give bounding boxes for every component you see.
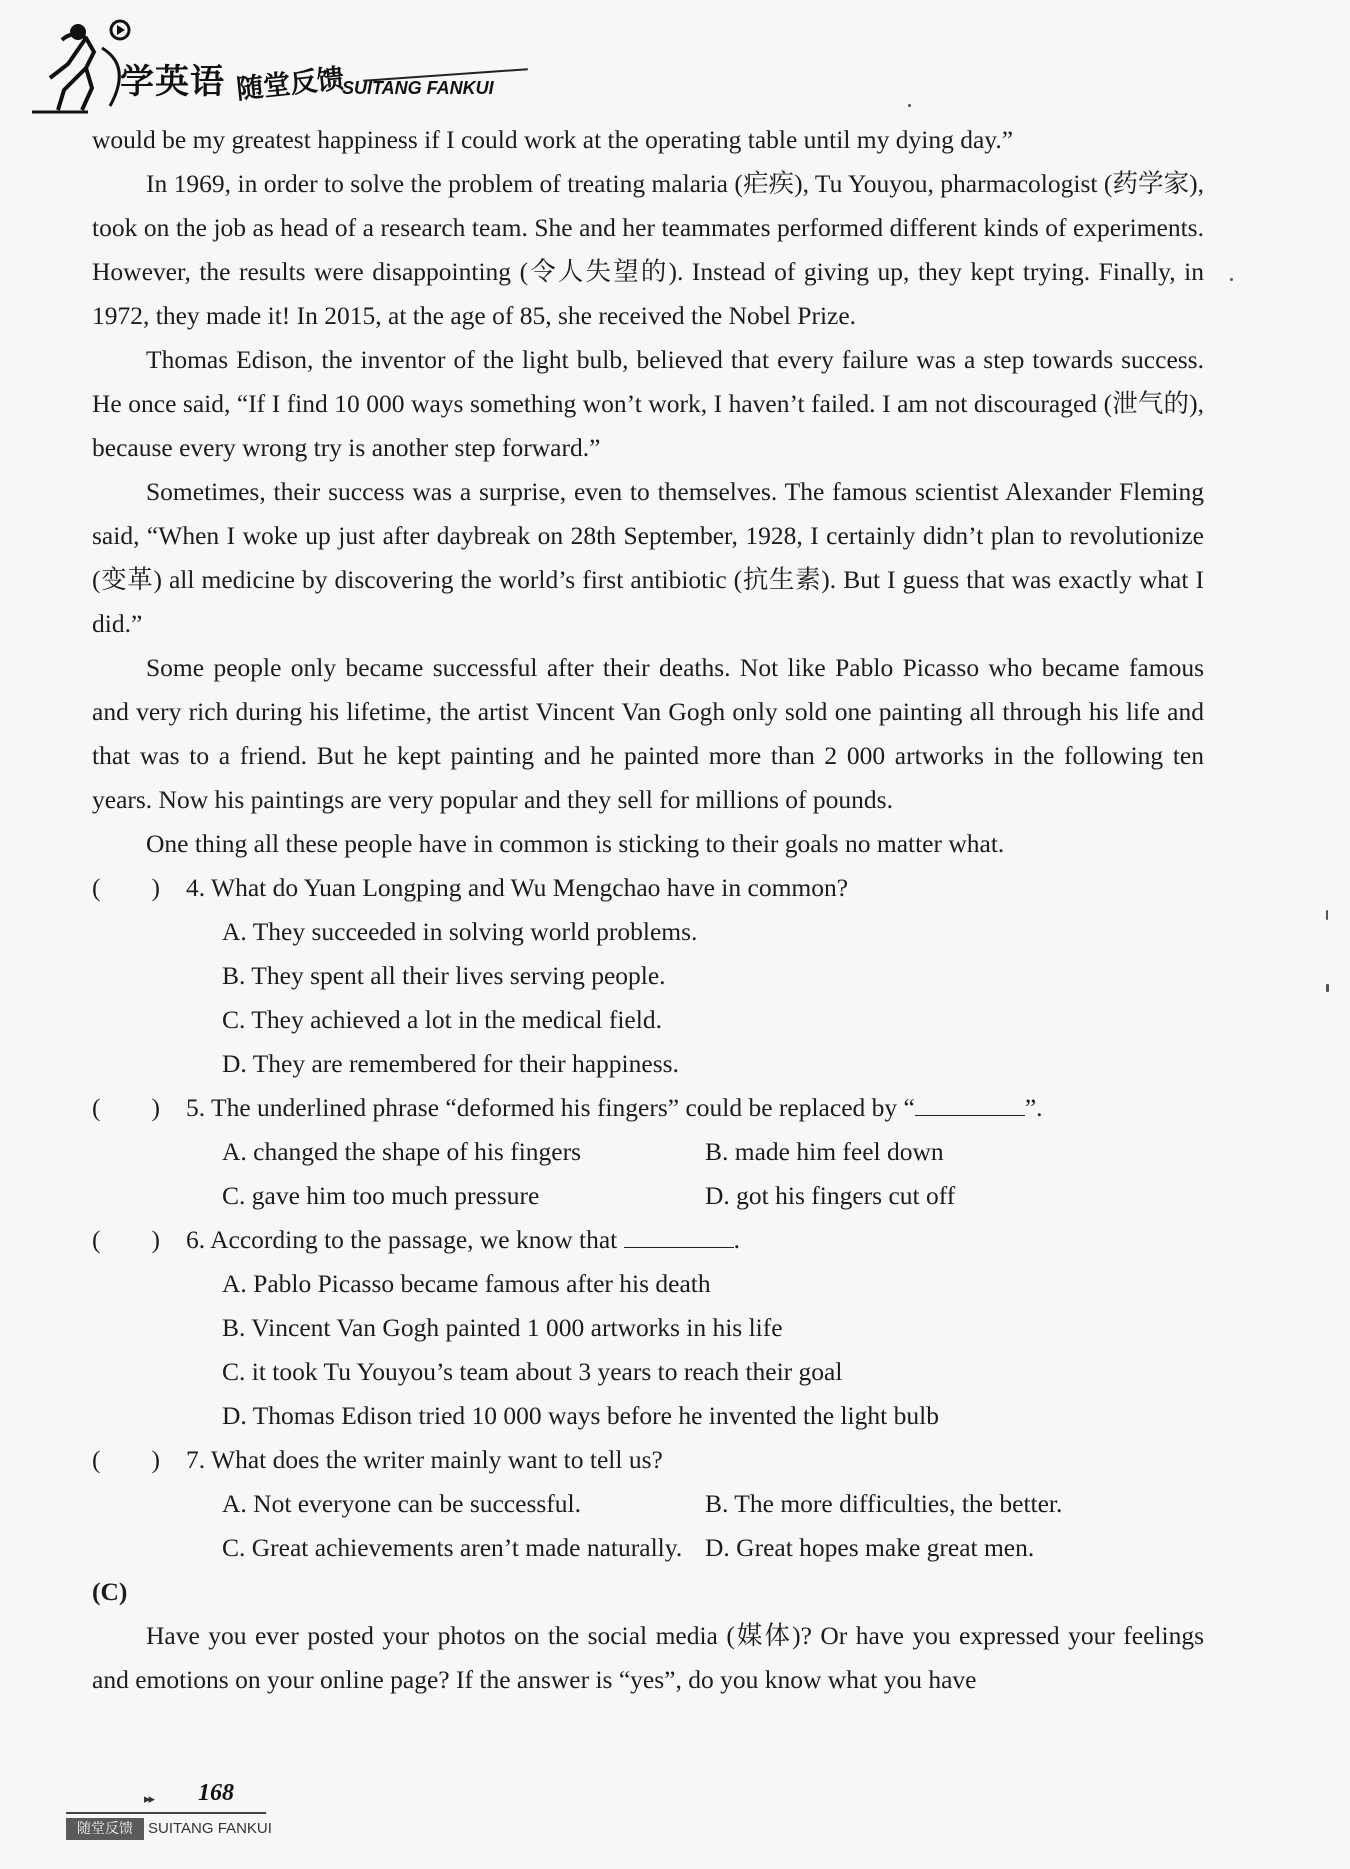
question-stem: 7. What does the writer mainly want to tell us?: [186, 1445, 663, 1474]
footer: [66, 1780, 296, 1850]
paragraph: In 1969, in order to solve the problem of treating malaria (疟疾), Tu Youyou, pharmacologist (药学家), took on the job as head of a research team. She and her teammates performed different kinds of experiments. However, the results were disappointing (令人失望的). Instead of giving up, they kept trying. Finally, in 1972, they made it! In 2015, at the age of 85, she received the Nobel Prize.: [92, 169, 1204, 330]
answer-blank[interactable]: [915, 1089, 1025, 1116]
scan-speck: [1326, 984, 1329, 992]
arrow-icon: ▸▸: [144, 1792, 154, 1807]
option: D. Thomas Edison tried 10 000 ways before he invented the light bulb: [222, 1401, 939, 1430]
section-title: (C): [92, 1577, 128, 1606]
footer-badge: 随堂反馈: [66, 1818, 144, 1840]
option: A. changed the shape of his fingers: [222, 1137, 582, 1166]
scan-speck: [1326, 910, 1328, 920]
question-4: [92, 866, 1204, 910]
option-row: [92, 1130, 1204, 1174]
footer-roman: SUITANG FANKUI: [148, 1820, 272, 1837]
option: D. They are remembered for their happiness.: [222, 1049, 679, 1078]
answer-paren[interactable]: ( ): [92, 1225, 160, 1254]
footer-divider: [66, 1812, 266, 1814]
answer-paren[interactable]: ( ): [92, 873, 160, 902]
option: A. Not everyone can be successful.: [222, 1489, 581, 1518]
option-row: [92, 1482, 1204, 1526]
option: A. Pablo Picasso became famous after his death: [222, 1269, 711, 1298]
answer-paren[interactable]: ( ): [92, 1445, 160, 1474]
page-number: 168: [198, 1780, 234, 1806]
answer-paren[interactable]: ( ): [92, 1093, 160, 1122]
question-stem-end: ”.: [1024, 1093, 1043, 1122]
passage-content: [92, 118, 1204, 1702]
paragraph: Have you ever posted your photos on the social media (媒体)? Or have you expressed your feelings and emotions on your online page? If the answer is “yes”, do you know what you have: [92, 1621, 1204, 1694]
question-stem-end: .: [733, 1225, 741, 1254]
paragraph: would be my greatest happiness if I could work at the operating table until my dying day.”: [92, 125, 1014, 154]
option: B. The more difficulties, the better.: [705, 1489, 1063, 1518]
header: [28, 18, 528, 118]
logo-title: 学英语: [120, 62, 225, 102]
question-6: [92, 1218, 1204, 1262]
question-stem: 5. The underlined phrase “deformed his fingers” could be replaced by “: [186, 1093, 915, 1122]
option-row: [92, 1526, 1204, 1570]
logo-roman: SUITANG FANKUI: [342, 78, 494, 98]
option-row: [92, 1174, 1204, 1218]
option: C. They achieved a lot in the medical field.: [222, 1005, 662, 1034]
question-5: [92, 1086, 1204, 1130]
paragraph: Some people only became successful after their deaths. Not like Pablo Picasso who became famous and very rich during his lifetime, the artist Vincent Van Gogh only sold one painting all through his life and that was to a friend. But he kept painting and he painted more than 2 000 artworks in the following ten years. Now his paintings are very popular and they sell for millions of pounds.: [92, 653, 1204, 814]
option: A. They succeeded in solving world problems.: [222, 917, 698, 946]
option: C. Great achievements aren’t made naturally.: [222, 1533, 683, 1562]
paragraph: One thing all these people have in common is sticking to their goals no matter what.: [146, 829, 1005, 858]
option: C. gave him too much pressure: [222, 1181, 540, 1210]
scan-speck: [908, 104, 911, 107]
option: B. made him feel down: [705, 1137, 944, 1166]
option: B. Vincent Van Gogh painted 1 000 artworks in his life: [222, 1313, 783, 1342]
question-7: [92, 1438, 1204, 1482]
option: B. They spent all their lives serving people.: [222, 961, 666, 990]
logo-subtitle: 随堂反馈: [234, 63, 346, 106]
answer-blank[interactable]: [624, 1221, 734, 1248]
question-stem: 6. According to the passage, we know that: [186, 1225, 618, 1254]
paragraph: Thomas Edison, the inventor of the light bulb, believed that every failure was a step towards success. He once said, “If I find 10 000 ways something won’t work, I haven’t failed. I am not discouraged (泄气的), because every wrong try is another step forward.”: [92, 345, 1204, 462]
option: C. it took Tu Youyou’s team about 3 years to reach their goal: [222, 1357, 843, 1386]
paragraph: Sometimes, their success was a surprise, even to themselves. The famous scientist Alexander Fleming said, “When I woke up just after daybreak on 28th September, 1928, I certainly didn’t plan to revolutionize (变革) all medicine by discovering the world’s first antibiotic (抗生素). But I guess that was exactly what I did.”: [92, 477, 1204, 638]
question-stem: 4. What do Yuan Longping and Wu Mengchao have in common?: [186, 873, 849, 902]
option: D. Great hopes make great men.: [705, 1533, 1035, 1562]
option: D. got his fingers cut off: [705, 1181, 956, 1210]
scan-speck: [1230, 278, 1233, 281]
